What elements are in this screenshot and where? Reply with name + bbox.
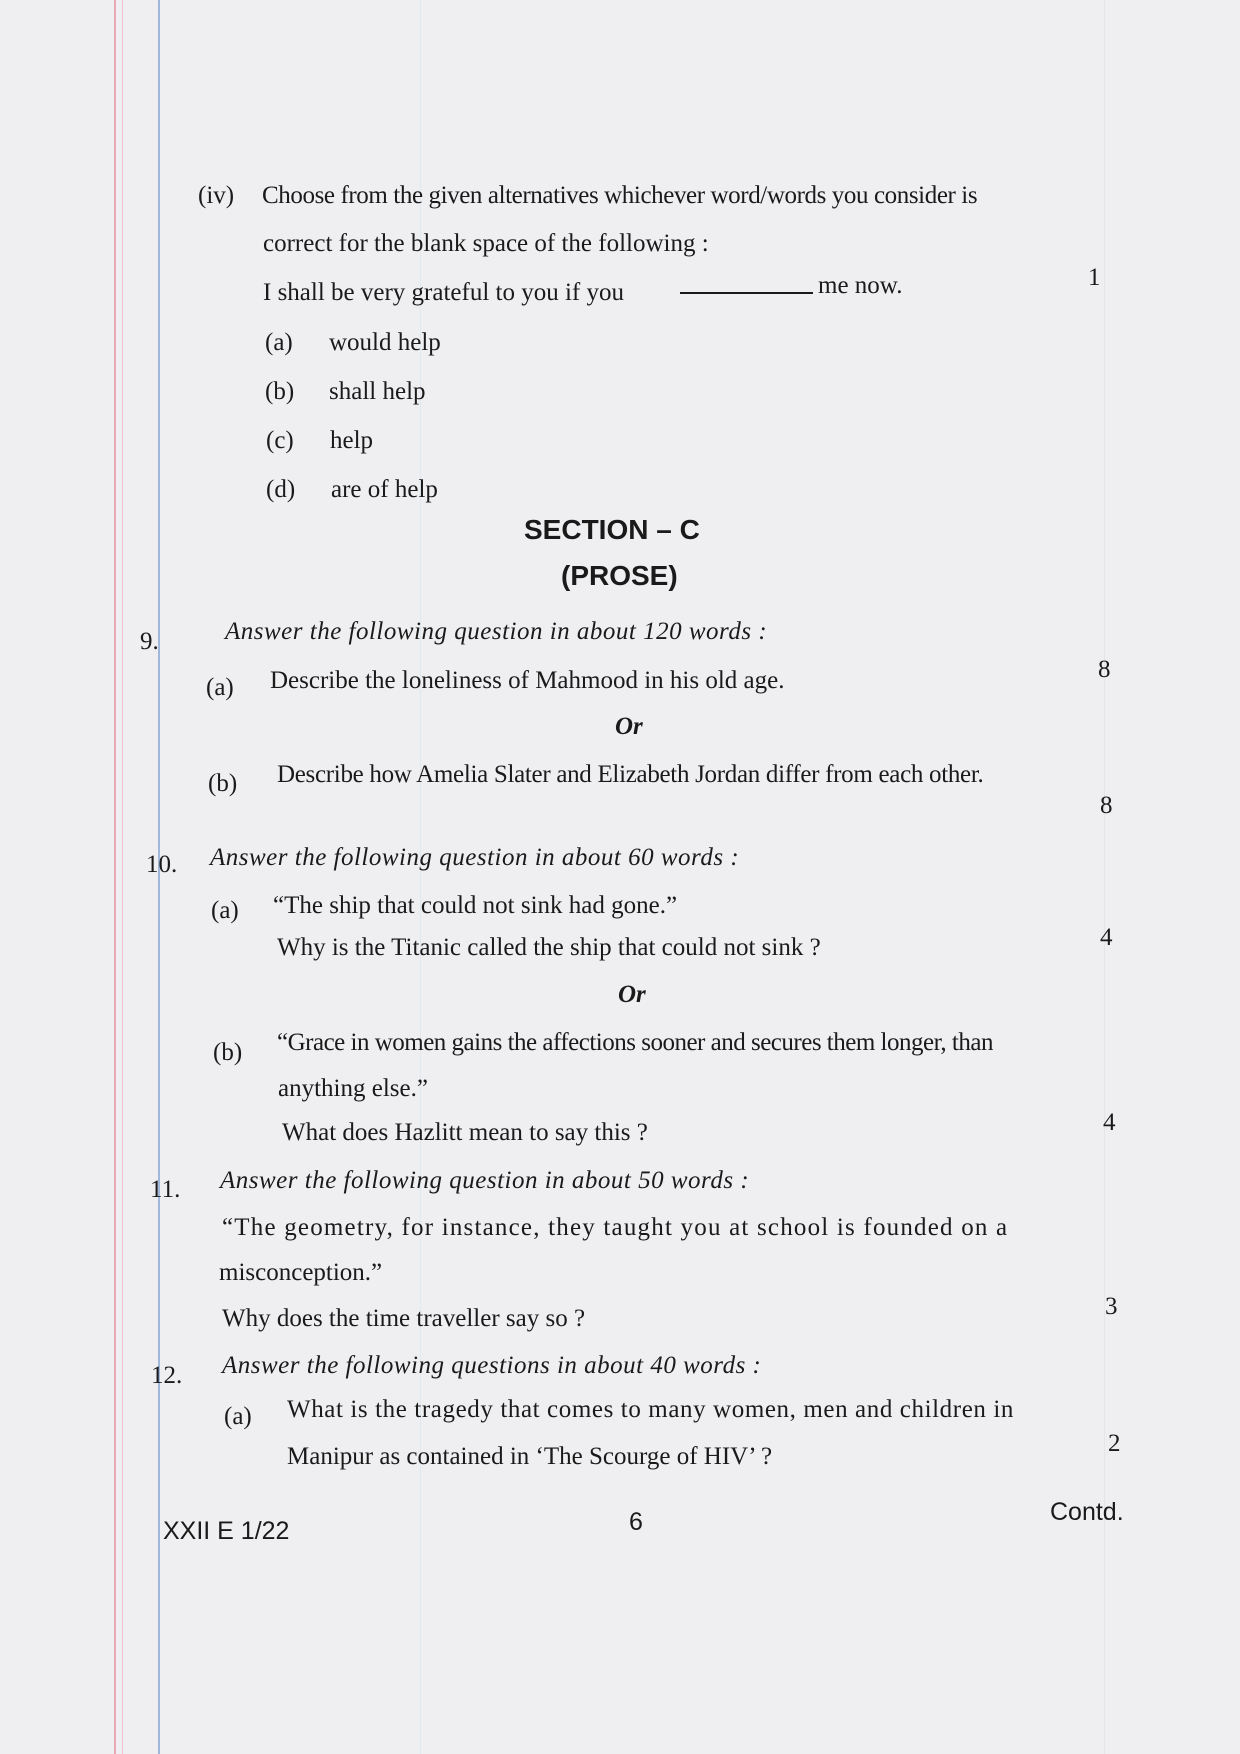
marks: 1 <box>1088 264 1101 291</box>
marks: 8 <box>1098 656 1111 683</box>
or-separator: Or <box>618 981 646 1008</box>
margin-line-red-faint <box>122 0 123 1754</box>
question-instruction: Answer the following question in about 60 words : <box>210 844 740 871</box>
option-text: shall help <box>329 378 426 405</box>
continued-label: Contd. <box>1050 1498 1124 1526</box>
question-text: What does Hazlitt mean to say this ? <box>282 1119 648 1146</box>
page-number: 6 <box>629 1508 643 1536</box>
quote-text: “The geometry, for instance, they taught you at school is founded on a <box>222 1214 1009 1241</box>
question-text: Describe how Amelia Slater and Elizabeth Jordan differ from each other. <box>277 761 984 788</box>
option-label: (b) <box>265 378 295 405</box>
option-label: (a) <box>265 329 293 356</box>
paper-code: XXII E 1/22 <box>163 1517 290 1545</box>
part-label: (a) <box>206 674 234 701</box>
marks: 4 <box>1100 924 1113 951</box>
question-instruction: Answer the following questions in about 40 words : <box>222 1352 762 1379</box>
option-text: would help <box>329 329 441 356</box>
question-text: What is the tragedy that comes to many women, men and children in <box>287 1396 1014 1423</box>
option-text: help <box>330 427 374 454</box>
question-number: 11. <box>150 1176 181 1203</box>
margin-line-right <box>1104 0 1105 1754</box>
question-text: Why is the Titanic called the ship that could not sink ? <box>277 934 821 961</box>
marks: 2 <box>1108 1430 1121 1457</box>
question-instruction: Answer the following question in about 50 words : <box>220 1167 750 1194</box>
question-text: Why does the time traveller say so ? <box>222 1305 586 1332</box>
quote-text: “The ship that could not sink had gone.” <box>273 892 678 919</box>
part-label: (a) <box>224 1403 252 1430</box>
part-label: (b) <box>213 1039 243 1066</box>
question-number: 12. <box>151 1362 183 1389</box>
question-instruction: Answer the following question in about 120 words : <box>225 618 768 645</box>
option-label: (d) <box>266 476 296 503</box>
question-text: correct for the blank space of the following : <box>263 230 709 257</box>
margin-line-red <box>114 0 116 1754</box>
quote-text: misconception.” <box>219 1259 383 1286</box>
marks: 3 <box>1105 1293 1118 1320</box>
question-text: Manipur as contained in ‘The Scourge of HIV’ ? <box>287 1443 773 1470</box>
question-number: 9. <box>140 628 159 655</box>
section-subtitle: (PROSE) <box>561 560 678 591</box>
option-text: are of help <box>331 476 438 503</box>
blank-line <box>680 292 813 294</box>
margin-line-faint <box>420 0 421 1754</box>
section-title: SECTION – C <box>524 514 700 545</box>
or-separator: Or <box>615 713 643 740</box>
option-label: (c) <box>266 427 294 454</box>
part-label: (a) <box>211 897 239 924</box>
quote-text: “Grace in women gains the affections sooner and secures them longer, than <box>277 1029 993 1056</box>
marks: 8 <box>1100 792 1113 819</box>
question-number: 10. <box>146 851 178 878</box>
quote-text: anything else.” <box>278 1075 428 1102</box>
question-text: Choose from the given alternatives whichever word/words you consider is <box>262 182 978 209</box>
fill-blank-sentence-start: I shall be very grateful to you if you <box>263 279 625 306</box>
question-text: Describe the loneliness of Mahmood in his old age. <box>270 667 785 694</box>
question-number: (iv) <box>198 182 235 209</box>
fill-blank-sentence-end: me now. <box>818 272 903 299</box>
part-label: (b) <box>208 770 238 797</box>
marks: 4 <box>1103 1109 1116 1136</box>
